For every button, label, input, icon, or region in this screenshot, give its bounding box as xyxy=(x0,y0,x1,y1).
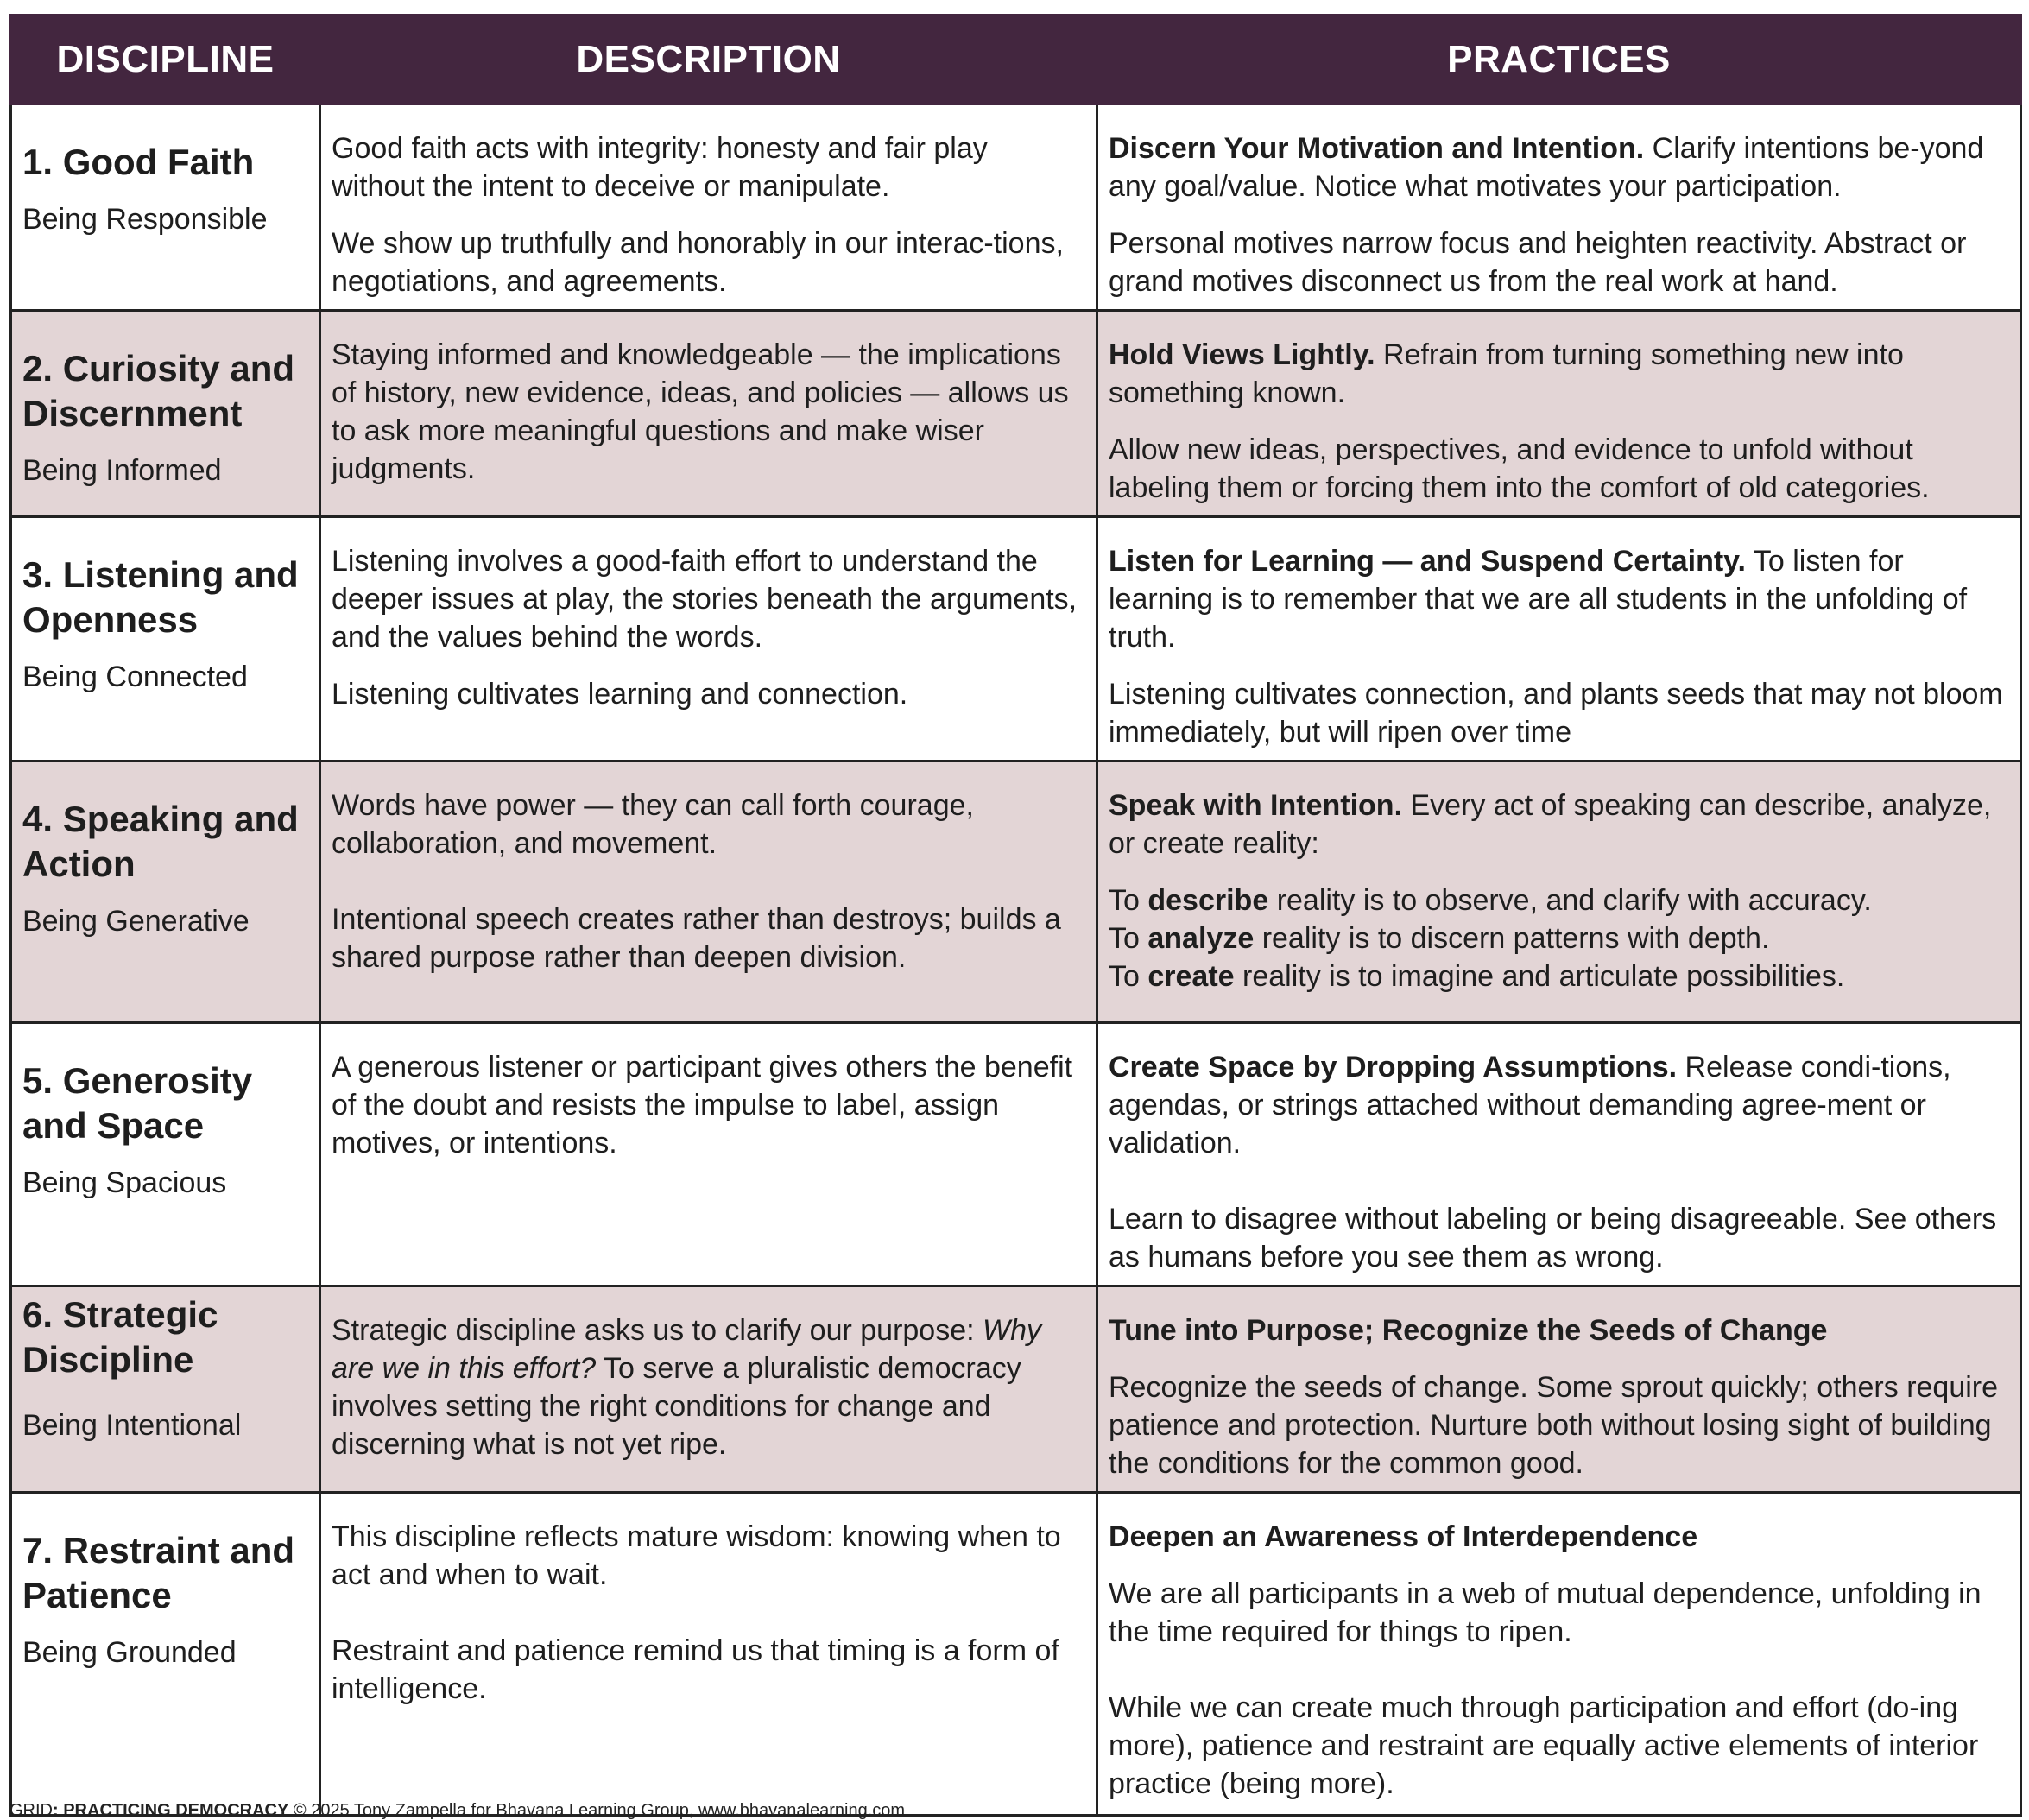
discipline-cell xyxy=(11,311,320,517)
description-paragraph: This discipline reflects mature wisdom: knowing when to act and when to wait. xyxy=(332,1520,1061,1591)
description-rest: To serve a pluralistic democracy involves setting the right conditions for change and discerning what is not yet ripe. xyxy=(332,1352,1021,1461)
description-paragraph: Good faith acts with integrity: honesty and fair play without the intent to deceive or manipulate. xyxy=(332,132,988,203)
practice-lead: Release condi-tions, agendas, or strings attached without demanding agree-ment or validation. xyxy=(1109,1051,1951,1160)
practice-lead: Clarify intentions be-yond any goal/value. Notice what motivates your participation. xyxy=(1109,132,1984,203)
description-lead: Strategic discipline asks us to clarify our purpose: xyxy=(332,1314,975,1347)
description-question: Why are we in this effort? xyxy=(332,1314,1042,1385)
speech-mode-line xyxy=(1109,919,2009,957)
discipline-tagline: Being Connected xyxy=(22,660,248,693)
discipline-tagline: Being Generative xyxy=(22,905,250,938)
description-paragraph: Restraint and patience remind us that timing is a form of intelligence. xyxy=(332,1634,1059,1705)
practice-heading-paragraph xyxy=(1109,336,2009,412)
practice-lead: Refrain from turning something new into something known. xyxy=(1109,338,1904,409)
discipline-tagline: Being Responsible xyxy=(22,203,268,236)
practice-paragraph: We are all participants in a web of mutual dependence, unfolding in the time required for things to ripen. xyxy=(1109,1577,1982,1648)
description-paragraph xyxy=(332,1311,1085,1463)
copyright-footer xyxy=(9,1801,905,1820)
table-row xyxy=(11,311,2021,517)
description-paragraph: Staying informed and knowledgeable — the implications of history, new evidence, ideas, and policies — allows us to ask more meaningful questions and make wiser judgments. xyxy=(332,338,1069,485)
discipline-name: 5. Generosity and Space xyxy=(22,1060,253,1146)
description-paragraph: Words have power — they can call forth courage, collaboration, and movement. xyxy=(332,789,974,860)
speech-mode-word: analyze xyxy=(1147,922,1255,955)
practice-heading-paragraph xyxy=(1109,1518,2009,1556)
practice-heading-paragraph xyxy=(1109,542,2009,656)
speech-mode-prefix: To xyxy=(1109,884,1140,917)
discipline-cell xyxy=(11,1286,320,1493)
speech-mode-text: reality is to imagine and articulate possibilities. xyxy=(1242,960,1845,993)
practice-title: Discern Your Motivation and Intention. xyxy=(1109,132,1645,165)
discipline-name: 6. Strategic Discipline xyxy=(22,1294,218,1380)
description-cell xyxy=(320,1493,1097,1816)
practices-cell xyxy=(1097,1023,2021,1286)
speech-mode-prefix: To xyxy=(1109,922,1140,955)
description-paragraph: Listening involves a good-faith effort to understand the deeper issues at play, the stories beneath the arguments, and the values behind the words. xyxy=(332,545,1078,654)
description-paragraph: We show up truthfully and honorably in our interac-tions, negotiations, and agreements. xyxy=(332,227,1064,298)
description-paragraph: A generous listener or participant gives others the benefit of the doubt and resists the impulse to label, assign motives, or intentions. xyxy=(332,1051,1073,1160)
practice-lead: To listen for learning is to remember that we are all students in the unfolding of truth. xyxy=(1109,545,1968,654)
discipline-name: 4. Speaking and Action xyxy=(22,799,299,884)
table-row xyxy=(11,1023,2021,1286)
practices-cell xyxy=(1097,311,2021,517)
practice-title: Deepen an Awareness of Interdependence xyxy=(1109,1520,1698,1553)
header-practices: PRACTICES xyxy=(1097,16,2021,104)
description-cell xyxy=(320,517,1097,761)
practice-title: Tune into Purpose; Recognize the Seeds of Change xyxy=(1109,1314,1828,1347)
speech-mode-line xyxy=(1109,957,2009,995)
practice-lead: Every act of speaking can describe, analyze, or create reality: xyxy=(1109,789,1992,860)
practice-title: Listen for Learning — and Suspend Certainty. xyxy=(1109,545,1747,578)
description-cell xyxy=(320,761,1097,1023)
speech-mode-line xyxy=(1109,882,2009,919)
practices-cell xyxy=(1097,104,2021,311)
footer-credit: © 2025 Tony Zampella for Bhavana Learning Group, www.bhavanalearning.com xyxy=(293,1801,906,1820)
discipline-name: 1. Good Faith xyxy=(22,142,255,182)
footer-title: : PRACTICING DEMOCRACY xyxy=(53,1801,289,1820)
header-description: DESCRIPTION xyxy=(320,16,1097,104)
table-row xyxy=(11,1286,2021,1493)
speech-mode-text: reality is to discern patterns with depth. xyxy=(1261,922,1770,955)
discipline-cell xyxy=(11,1493,320,1816)
discipline-tagline: Being Intentional xyxy=(22,1409,242,1442)
speech-mode-word: create xyxy=(1147,960,1235,993)
description-paragraph: Intentional speech creates rather than destroys; builds a shared purpose rather than deepen division. xyxy=(332,903,1061,974)
practice-paragraph: While we can create much through participation and effort (do-ing more), patience and restraint are equally active elements of interior practice (being more). xyxy=(1109,1691,1979,1800)
practice-heading-paragraph xyxy=(1109,1048,2009,1162)
practice-paragraph: Personal motives narrow focus and heighten reactivity. Abstract or grand motives disconnect us from the real work at hand. xyxy=(1109,227,1967,298)
discipline-cell xyxy=(11,517,320,761)
disciplines-table xyxy=(9,14,2022,1817)
practice-paragraph: Listening cultivates connection, and plants seeds that may not bloom immediately, but will ripen over time xyxy=(1109,678,2003,749)
table-row xyxy=(11,761,2021,1023)
practices-cell xyxy=(1097,1493,2021,1816)
discipline-tagline: Being Grounded xyxy=(22,1636,237,1669)
discipline-cell xyxy=(11,1023,320,1286)
practices-cell xyxy=(1097,1286,2021,1493)
description-paragraph: Listening cultivates learning and connection. xyxy=(332,678,908,711)
speech-mode-prefix: To xyxy=(1109,960,1140,993)
practice-paragraph: Learn to disagree without labeling or being disagreeable. See others as humans before you see them as wrong. xyxy=(1109,1203,1997,1273)
speech-modes-list xyxy=(1109,882,2009,995)
footer-prefix: GRID xyxy=(9,1801,53,1820)
table-row xyxy=(11,104,2021,311)
table-row xyxy=(11,517,2021,761)
practice-title: Create Space by Dropping Assumptions. xyxy=(1109,1051,1678,1084)
header-discipline: DISCIPLINE xyxy=(11,16,320,104)
table-header-row xyxy=(11,16,2021,104)
discipline-name: 3. Listening and Openness xyxy=(22,554,299,640)
practice-heading-paragraph xyxy=(1109,1311,2009,1349)
practices-cell xyxy=(1097,761,2021,1023)
description-cell xyxy=(320,104,1097,311)
practice-heading-paragraph xyxy=(1109,130,2009,205)
description-cell xyxy=(320,311,1097,517)
discipline-cell xyxy=(11,104,320,311)
discipline-name: 2. Curiosity and Discernment xyxy=(22,348,295,433)
practice-title: Hold Views Lightly. xyxy=(1109,338,1375,371)
discipline-cell xyxy=(11,761,320,1023)
discipline-tagline: Being Spacious xyxy=(22,1166,227,1199)
discipline-tagline: Being Informed xyxy=(22,454,222,487)
speech-mode-text: reality is to observe, and clarify with accuracy. xyxy=(1276,884,1872,917)
practices-cell xyxy=(1097,517,2021,761)
description-cell xyxy=(320,1286,1097,1493)
speech-mode-word: describe xyxy=(1147,884,1269,917)
practice-paragraph: Allow new ideas, perspectives, and evidence to unfold without labeling them or forcing them into the comfort of old categories. xyxy=(1109,433,1930,504)
practice-heading-paragraph xyxy=(1109,787,2009,863)
discipline-name: 7. Restraint and Patience xyxy=(22,1530,295,1615)
practice-paragraph: Recognize the seeds of change. Some sprout quickly; others require patience and protection. Nurture both without losing sight of building the conditions for the common good. xyxy=(1109,1371,1999,1480)
description-cell xyxy=(320,1023,1097,1286)
table-row xyxy=(11,1493,2021,1816)
practice-title: Speak with Intention. xyxy=(1109,789,1403,822)
